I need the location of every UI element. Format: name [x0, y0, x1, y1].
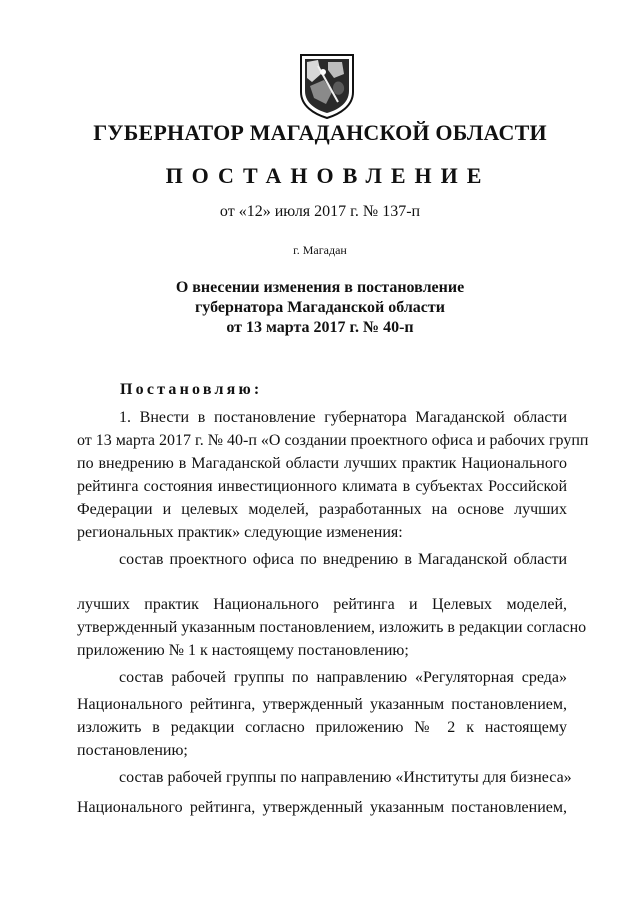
text-line: состав проектного офиса по внедрению в Магаданской области	[119, 551, 567, 568]
text-line: состав рабочей группы по направлению «Регуляторная среда»	[119, 669, 567, 686]
text-line: рейтинга состояния инвестиционного климата в субъектах Российской	[77, 478, 567, 495]
decree-word: Постановляю:	[120, 381, 263, 398]
document-place: г. Магадан	[293, 243, 347, 257]
text-line: Федерации и целевых моделей, разработанных на основе лучших	[77, 501, 567, 518]
paragraph-3	[77, 693, 572, 789]
text-line: по внедрению в Магаданской области лучших практик Национального	[77, 455, 567, 472]
subject-line: О внесении изменения в постановление	[175, 279, 465, 296]
text-line: Национального рейтинга, утвержденный указанным постановлением,	[77, 696, 567, 713]
text-line: приложению № 1 к настоящему постановлению;	[77, 642, 409, 659]
text-line: состав рабочей группы по направлению «Институты для бизнеса»	[119, 769, 572, 786]
text-line: изложить в редакции согласно приложению № 2 к настоящему	[77, 719, 567, 736]
text-line: от 13 марта 2017 г. № 40-п «О создании проектного офиса и рабочих групп	[77, 432, 589, 449]
paragraph-2	[77, 593, 587, 689]
text-line: региональных практик» следующие изменения:	[77, 524, 403, 541]
text-line: Национального рейтинга, утвержденный указанным постановлением,	[77, 799, 567, 816]
text-line: утвержденный указанным постановлением, изложить в редакции согласно	[77, 619, 587, 636]
document-type-heading: ПОСТАНОВЛЕНИЕ	[165, 163, 491, 188]
issuing-authority: ГУБЕРНАТОР МАГАДАНСКОЙ ОБЛАСТИ	[93, 120, 547, 145]
document-subject	[0, 278, 640, 338]
paragraph-4	[77, 796, 567, 819]
text-line: постановлению;	[77, 742, 188, 759]
paragraph-1	[77, 406, 589, 571]
document-date-number: от «12» июля 2017 г. № 137-п	[219, 203, 421, 220]
subject-line: губернатора Магаданской области	[195, 299, 445, 316]
text-line: 1. Внести в постановление губернатора Магаданской области	[119, 409, 567, 426]
coat-of-arms-icon	[298, 52, 356, 120]
text-line: лучших практик Национального рейтинга и Целевых моделей,	[77, 596, 567, 613]
subject-line: от 13 марта 2017 г. № 40-п	[226, 319, 414, 336]
